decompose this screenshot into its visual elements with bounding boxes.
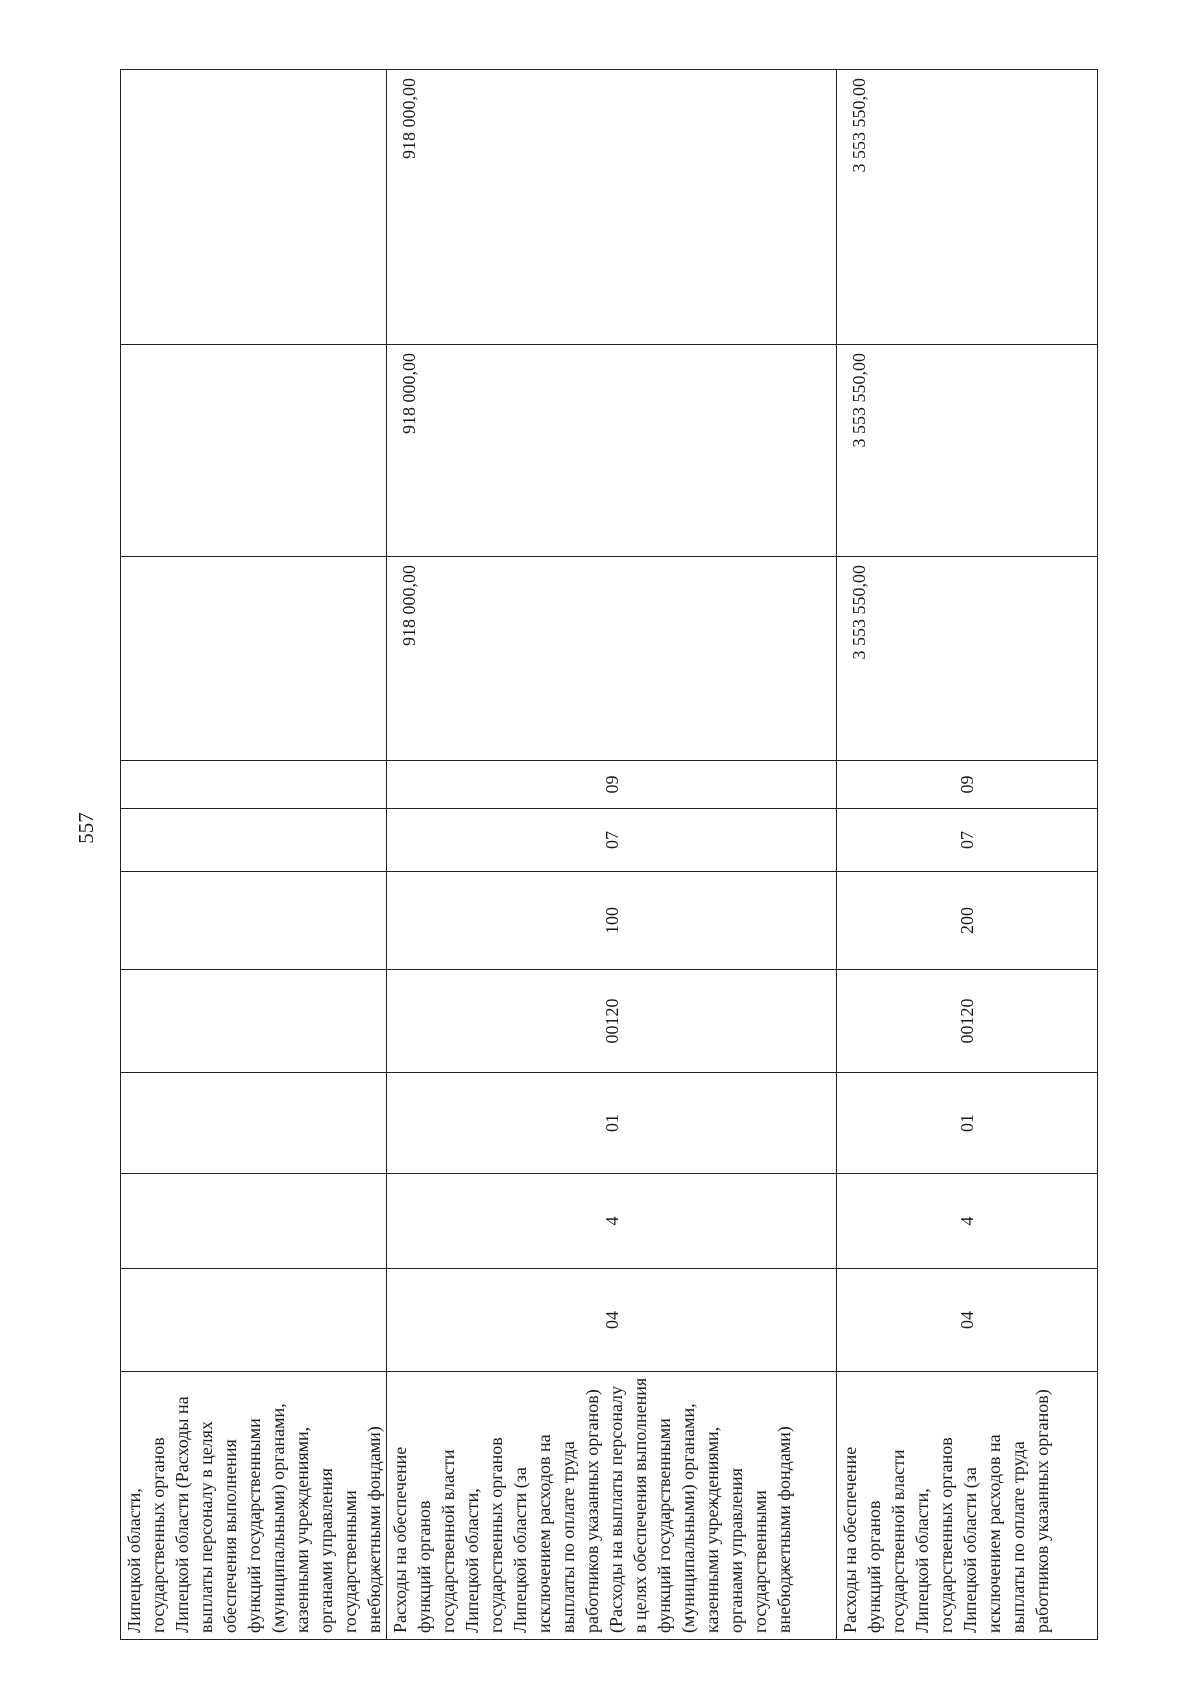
- expense-name-line: обеспечения выполнения: [220, 1439, 240, 1633]
- table-row: [121, 70, 387, 1640]
- expense-name-line: работников указанных органов): [1032, 1389, 1052, 1633]
- code-cell: [121, 761, 387, 809]
- expense-name-line: работников указанных органов): [582, 1389, 602, 1633]
- amount-cell: 918 000,00: [387, 70, 837, 345]
- expense-name-line: государственной власти: [438, 1449, 458, 1633]
- code-cell: 04: [387, 1269, 837, 1372]
- expense-name-cell: [387, 1372, 837, 1640]
- expense-name-line: внебюджетными фондами): [364, 1426, 384, 1633]
- code-cell: [121, 1269, 387, 1372]
- code-cell: 4: [387, 1174, 837, 1269]
- expense-name-line: казенными учреждениями,: [292, 1426, 312, 1633]
- code-cell: 00120: [387, 970, 837, 1073]
- code-cell: 09: [837, 761, 1098, 809]
- expense-name-line: органами управления: [726, 1468, 746, 1633]
- budget-table-sheet: [120, 70, 1096, 1640]
- amount-cell: [121, 557, 387, 761]
- expense-name-line: функций государственными: [244, 1418, 264, 1633]
- expense-name-line: (муниципальными) органами,: [268, 1403, 288, 1633]
- expense-name-line: выплаты персоналу в целях: [196, 1421, 216, 1633]
- amount-cell: 3 553 550,00: [837, 345, 1098, 557]
- amount-cell: [121, 70, 387, 345]
- expense-name-line: внебюджетными фондами): [774, 1426, 794, 1633]
- code-cell: [121, 809, 387, 872]
- code-cell: [121, 872, 387, 970]
- expense-name-line: функций государственными: [654, 1418, 674, 1633]
- expense-name-line: выплаты по оплате труда: [558, 1441, 578, 1633]
- page-number: 557: [74, 812, 98, 844]
- expense-name-line: исключением расходов на: [984, 1434, 1004, 1633]
- table-row: [837, 70, 1098, 1640]
- code-cell: 09: [387, 761, 837, 809]
- expense-name-line: исключением расходов на: [534, 1434, 554, 1633]
- expense-name-line: функций органов: [864, 1500, 884, 1633]
- expense-name-cell: [121, 1372, 387, 1640]
- code-cell: 01: [837, 1073, 1098, 1174]
- expense-name-line: в целях обеспечения выполнения: [630, 1377, 650, 1633]
- expense-name-line: Липецкой области (за: [510, 1467, 530, 1633]
- code-cell: 01: [387, 1073, 837, 1174]
- expense-name-line: государственных органов: [486, 1437, 506, 1633]
- code-cell: 200: [837, 872, 1098, 970]
- amount-cell: [121, 345, 387, 557]
- expense-name-line: выплаты по оплате труда: [1008, 1441, 1028, 1633]
- expense-name-line: Липецкой области (Расходы на: [172, 1396, 192, 1633]
- table-row: [387, 70, 837, 1640]
- code-cell: 07: [387, 809, 837, 872]
- amount-cell: 3 553 550,00: [837, 557, 1098, 761]
- expense-name-line: государственными: [340, 1490, 360, 1633]
- amount-cell: 918 000,00: [387, 557, 837, 761]
- expense-name-line: органами управления: [316, 1468, 336, 1633]
- code-cell: [121, 970, 387, 1073]
- expense-name-line: Липецкой области,: [462, 1488, 482, 1633]
- expense-name-line: Липецкой области,: [912, 1488, 932, 1633]
- expense-name-line: государственных органов: [148, 1437, 168, 1633]
- expense-name-line: функций органов: [414, 1500, 434, 1633]
- code-cell: 00120: [837, 970, 1098, 1073]
- expense-name-line: государственных органов: [936, 1437, 956, 1633]
- expense-name-line: государственными: [750, 1490, 770, 1633]
- expense-name-line: казенными учреждениями,: [702, 1426, 722, 1633]
- expense-name-line: Расходы на обеспечение: [840, 1446, 860, 1633]
- expense-name-line: (муниципальными) органами,: [678, 1403, 698, 1633]
- code-cell: 4: [837, 1174, 1098, 1269]
- expense-name-line: государственной власти: [888, 1449, 908, 1633]
- code-cell: 04: [837, 1269, 1098, 1372]
- expense-name-line: Липецкой области (за: [960, 1467, 980, 1633]
- expense-name-cell: [837, 1372, 1098, 1640]
- code-cell: [121, 1073, 387, 1174]
- expense-name-line: Липецкой области,: [124, 1488, 144, 1633]
- code-cell: 07: [837, 809, 1098, 872]
- expense-name-line: Расходы на обеспечение: [390, 1446, 410, 1633]
- amount-cell: 918 000,00: [387, 345, 837, 557]
- amount-cell: 3 553 550,00: [837, 70, 1098, 345]
- budget-table: [120, 69, 1098, 1640]
- code-cell: [121, 1174, 387, 1269]
- code-cell: 100: [387, 872, 837, 970]
- expense-name-line: (Расходы на выплаты персоналу: [606, 1386, 626, 1633]
